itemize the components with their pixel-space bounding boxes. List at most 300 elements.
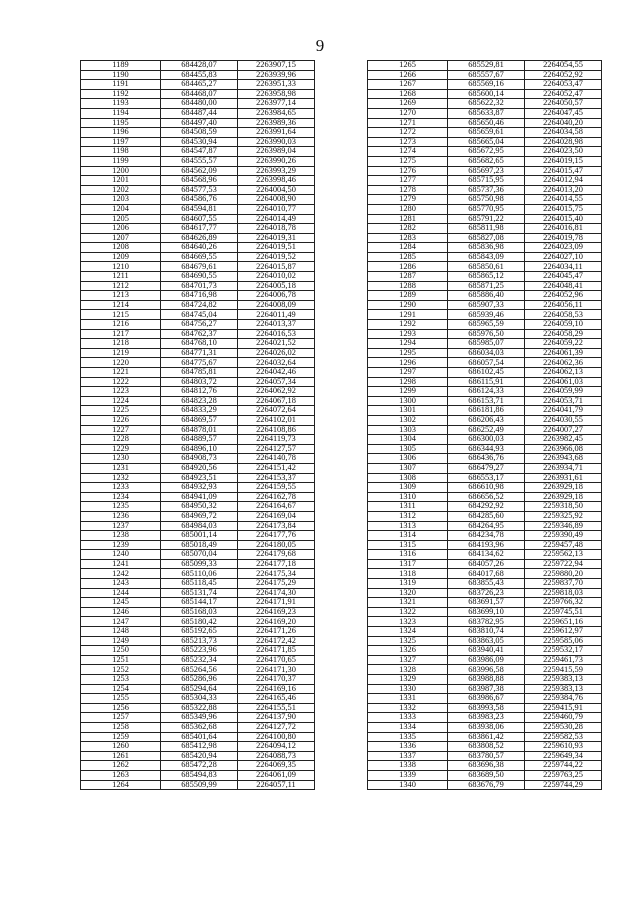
table-row (81, 569, 315, 579)
point-number-cell: 1308 (368, 473, 448, 483)
x-coordinate-cell: 685294,64 (161, 684, 238, 694)
x-coordinate-cell: 685976,50 (448, 329, 525, 339)
table-row (81, 377, 315, 387)
point-number-cell: 1228 (81, 435, 161, 445)
point-number-cell: 1222 (81, 377, 161, 387)
y-coordinate-cell: 2264169,04 (238, 511, 315, 521)
table-row (368, 262, 602, 272)
table-row (81, 684, 315, 694)
x-coordinate-cell: 685557,67 (448, 70, 525, 80)
x-coordinate-cell: 683993,58 (448, 703, 525, 713)
y-coordinate-cell: 2264174,30 (238, 588, 315, 598)
y-coordinate-cell: 2264094,12 (238, 742, 315, 752)
y-coordinate-cell: 2264007,27 (525, 425, 602, 435)
y-coordinate-cell: 2264010,02 (238, 272, 315, 282)
table-row (81, 463, 315, 473)
y-coordinate-cell: 2264177,18 (238, 559, 315, 569)
y-coordinate-cell: 2259763,25 (525, 770, 602, 780)
point-number-cell: 1243 (81, 579, 161, 589)
table-row (368, 665, 602, 675)
y-coordinate-cell: 2259325,92 (525, 511, 602, 521)
x-coordinate-cell: 685144,17 (161, 598, 238, 608)
table-row (368, 406, 602, 416)
table-row (81, 607, 315, 617)
point-number-cell: 1307 (368, 463, 448, 473)
x-coordinate-cell: 684679,61 (161, 262, 238, 272)
point-number-cell: 1244 (81, 588, 161, 598)
table-row (368, 483, 602, 493)
point-number-cell: 1205 (81, 214, 161, 224)
x-coordinate-cell: 684908,73 (161, 454, 238, 464)
point-number-cell: 1265 (368, 61, 448, 71)
y-coordinate-cell: 2264171,26 (238, 627, 315, 637)
point-number-cell: 1245 (81, 598, 161, 608)
table-row (81, 751, 315, 761)
y-coordinate-cell: 2263966,08 (525, 444, 602, 454)
point-number-cell: 1191 (81, 80, 161, 90)
point-number-cell: 1339 (368, 770, 448, 780)
y-coordinate-cell: 2264026,02 (238, 348, 315, 358)
y-coordinate-cell: 2264016,81 (525, 224, 602, 234)
point-number-cell: 1238 (81, 531, 161, 541)
table-row (81, 233, 315, 243)
y-coordinate-cell: 2264169,16 (238, 684, 315, 694)
y-coordinate-cell: 2264175,34 (238, 569, 315, 579)
y-coordinate-cell: 2264015,87 (238, 262, 315, 272)
point-number-cell: 1295 (368, 348, 448, 358)
table-row (368, 358, 602, 368)
point-number-cell: 1280 (368, 204, 448, 214)
y-coordinate-cell: 2264059,22 (525, 339, 602, 349)
y-coordinate-cell: 2259384,76 (525, 694, 602, 704)
point-number-cell: 1311 (368, 502, 448, 512)
x-coordinate-cell: 685907,33 (448, 300, 525, 310)
y-coordinate-cell: 2264169,23 (238, 607, 315, 617)
y-coordinate-cell: 2259562,13 (525, 550, 602, 560)
x-coordinate-cell: 684920,56 (161, 463, 238, 473)
y-coordinate-cell: 2264067,18 (238, 396, 315, 406)
y-coordinate-cell: 2264164,67 (238, 502, 315, 512)
point-number-cell: 1220 (81, 358, 161, 368)
x-coordinate-cell: 685715,95 (448, 176, 525, 186)
point-number-cell: 1214 (81, 300, 161, 310)
point-number-cell: 1239 (81, 540, 161, 550)
table-row (81, 348, 315, 358)
table-row (81, 627, 315, 637)
point-number-cell: 1218 (81, 339, 161, 349)
x-coordinate-cell: 685985,07 (448, 339, 525, 349)
x-coordinate-cell: 685412,98 (161, 742, 238, 752)
table-row (368, 166, 602, 176)
y-coordinate-cell: 2264088,73 (238, 751, 315, 761)
table-row (368, 713, 602, 723)
point-number-cell: 1306 (368, 454, 448, 464)
y-coordinate-cell: 2263943,68 (525, 454, 602, 464)
point-number-cell: 1303 (368, 425, 448, 435)
table-row (368, 579, 602, 589)
table-row (81, 550, 315, 560)
table-row (81, 147, 315, 157)
y-coordinate-cell: 2264012,94 (525, 176, 602, 186)
table-row (81, 425, 315, 435)
x-coordinate-cell: 684640,26 (161, 243, 238, 253)
y-coordinate-cell: 2264059,99 (525, 387, 602, 397)
x-coordinate-cell: 684950,32 (161, 502, 238, 512)
x-coordinate-cell: 686115,91 (448, 377, 525, 387)
y-coordinate-cell: 2264008,09 (238, 300, 315, 310)
x-coordinate-cell: 684803,72 (161, 377, 238, 387)
y-coordinate-cell: 2259346,89 (525, 521, 602, 531)
point-number-cell: 1275 (368, 156, 448, 166)
table-row (368, 281, 602, 291)
x-coordinate-cell: 683987,38 (448, 684, 525, 694)
table-row (368, 310, 602, 320)
point-number-cell: 1292 (368, 320, 448, 330)
y-coordinate-cell: 2264014,49 (238, 214, 315, 224)
x-coordinate-cell: 684745,04 (161, 310, 238, 320)
table-row (81, 675, 315, 685)
x-coordinate-cell: 683676,79 (448, 780, 525, 790)
y-coordinate-cell: 2264014,55 (525, 195, 602, 205)
point-number-cell: 1209 (81, 252, 161, 262)
x-coordinate-cell: 685529,81 (448, 61, 525, 71)
y-coordinate-cell: 2264010,77 (238, 204, 315, 214)
x-coordinate-cell: 684690,55 (161, 272, 238, 282)
y-coordinate-cell: 2264041,79 (525, 406, 602, 416)
point-number-cell: 1230 (81, 454, 161, 464)
x-coordinate-cell: 685697,23 (448, 166, 525, 176)
table-row (368, 454, 602, 464)
table-row (368, 61, 602, 71)
table-row (81, 176, 315, 186)
x-coordinate-cell: 686206,43 (448, 415, 525, 425)
y-coordinate-cell: 2263989,04 (238, 147, 315, 157)
y-coordinate-cell: 2264061,03 (525, 377, 602, 387)
table-row (368, 137, 602, 147)
point-number-cell: 1326 (368, 646, 448, 656)
y-coordinate-cell: 2264028,98 (525, 137, 602, 147)
table-row (81, 99, 315, 109)
y-coordinate-cell: 2259651,16 (525, 617, 602, 627)
point-number-cell: 1336 (368, 742, 448, 752)
point-number-cell: 1260 (81, 742, 161, 752)
x-coordinate-cell: 686344,93 (448, 444, 525, 454)
x-coordinate-cell: 685070,04 (161, 550, 238, 560)
x-coordinate-cell: 685494,83 (161, 770, 238, 780)
y-coordinate-cell: 2264171,30 (238, 665, 315, 675)
x-coordinate-cell: 684716,98 (161, 291, 238, 301)
x-coordinate-cell: 685811,98 (448, 224, 525, 234)
point-number-cell: 1325 (368, 636, 448, 646)
point-number-cell: 1297 (368, 368, 448, 378)
x-coordinate-cell: 685850,61 (448, 262, 525, 272)
table-row (81, 320, 315, 330)
x-coordinate-cell: 684292,92 (448, 502, 525, 512)
point-number-cell: 1249 (81, 636, 161, 646)
table-row (81, 339, 315, 349)
table-row (81, 310, 315, 320)
x-coordinate-cell: 685322,88 (161, 703, 238, 713)
table-row (81, 387, 315, 397)
point-number-cell: 1331 (368, 694, 448, 704)
y-coordinate-cell: 2259318,50 (525, 502, 602, 512)
table-row (81, 108, 315, 118)
x-coordinate-cell: 684923,51 (161, 473, 238, 483)
x-coordinate-cell: 683940,41 (448, 646, 525, 656)
point-number-cell: 1241 (81, 559, 161, 569)
y-coordinate-cell: 2264061,09 (238, 770, 315, 780)
y-coordinate-cell: 2264162,78 (238, 492, 315, 502)
y-coordinate-cell: 2263907,15 (238, 61, 315, 71)
y-coordinate-cell: 2264159,55 (238, 483, 315, 493)
x-coordinate-cell: 685018,49 (161, 540, 238, 550)
y-coordinate-cell: 2264032,64 (238, 358, 315, 368)
x-coordinate-cell: 684617,77 (161, 224, 238, 234)
table-row (368, 185, 602, 195)
x-coordinate-cell: 686124,33 (448, 387, 525, 397)
point-number-cell: 1193 (81, 99, 161, 109)
table-row (81, 511, 315, 521)
y-coordinate-cell: 2264019,51 (238, 243, 315, 253)
y-coordinate-cell: 2264171,91 (238, 598, 315, 608)
table-row (81, 579, 315, 589)
table-row (81, 521, 315, 531)
point-number-cell: 1333 (368, 713, 448, 723)
point-number-cell: 1335 (368, 732, 448, 742)
y-coordinate-cell: 2264018,78 (238, 224, 315, 234)
y-coordinate-cell: 2264056,11 (525, 300, 602, 310)
x-coordinate-cell: 685286,96 (161, 675, 238, 685)
table-row (368, 780, 602, 790)
x-coordinate-cell: 684724,82 (161, 300, 238, 310)
point-number-cell: 1237 (81, 521, 161, 531)
y-coordinate-cell: 2264175,29 (238, 579, 315, 589)
x-coordinate-cell: 684134,62 (448, 550, 525, 560)
table-row (81, 770, 315, 780)
y-coordinate-cell: 2264057,11 (238, 780, 315, 790)
x-coordinate-cell: 684193,96 (448, 540, 525, 550)
point-number-cell: 1321 (368, 598, 448, 608)
x-coordinate-cell: 684497,40 (161, 118, 238, 128)
point-number-cell: 1232 (81, 473, 161, 483)
y-coordinate-cell: 2259415,91 (525, 703, 602, 713)
x-coordinate-cell: 684577,53 (161, 185, 238, 195)
table-row (368, 252, 602, 262)
table-row (368, 156, 602, 166)
table-row (368, 147, 602, 157)
table-row (368, 742, 602, 752)
point-number-cell: 1261 (81, 751, 161, 761)
y-coordinate-cell: 2264171,85 (238, 646, 315, 656)
point-number-cell: 1330 (368, 684, 448, 694)
point-number-cell: 1240 (81, 550, 161, 560)
point-number-cell: 1198 (81, 147, 161, 157)
point-number-cell: 1313 (368, 521, 448, 531)
x-coordinate-cell: 685264,56 (161, 665, 238, 675)
y-coordinate-cell: 2264015,75 (525, 204, 602, 214)
x-coordinate-cell: 683996,58 (448, 665, 525, 675)
y-coordinate-cell: 2264015,47 (525, 166, 602, 176)
y-coordinate-cell: 2264016,53 (238, 329, 315, 339)
x-coordinate-cell: 685110,06 (161, 569, 238, 579)
y-coordinate-cell: 2263934,71 (525, 463, 602, 473)
y-coordinate-cell: 2264151,42 (238, 463, 315, 473)
y-coordinate-cell: 2264100,80 (238, 732, 315, 742)
point-number-cell: 1318 (368, 569, 448, 579)
y-coordinate-cell: 2264057,34 (238, 377, 315, 387)
point-number-cell: 1256 (81, 703, 161, 713)
y-coordinate-cell: 2259457,48 (525, 540, 602, 550)
table-row (368, 751, 602, 761)
point-number-cell: 1322 (368, 607, 448, 617)
x-coordinate-cell: 685001,14 (161, 531, 238, 541)
point-number-cell: 1316 (368, 550, 448, 560)
x-coordinate-cell: 686102,45 (448, 368, 525, 378)
table-row (81, 300, 315, 310)
x-coordinate-cell: 685865,12 (448, 272, 525, 282)
x-coordinate-cell: 684468,07 (161, 89, 238, 99)
point-number-cell: 1273 (368, 137, 448, 147)
y-coordinate-cell: 2264119,73 (238, 435, 315, 445)
x-coordinate-cell: 685871,25 (448, 281, 525, 291)
y-coordinate-cell: 2259744,29 (525, 780, 602, 790)
table-row (81, 761, 315, 771)
y-coordinate-cell: 2264019,52 (238, 252, 315, 262)
y-coordinate-cell: 2264015,40 (525, 214, 602, 224)
x-coordinate-cell: 685131,74 (161, 588, 238, 598)
table-row (368, 675, 602, 685)
point-number-cell: 1235 (81, 502, 161, 512)
y-coordinate-cell: 2259383,13 (525, 684, 602, 694)
x-coordinate-cell: 686153,71 (448, 396, 525, 406)
x-coordinate-cell: 684547,87 (161, 147, 238, 157)
y-coordinate-cell: 2259530,28 (525, 722, 602, 732)
x-coordinate-cell: 685192,65 (161, 627, 238, 637)
y-coordinate-cell: 2264048,41 (525, 281, 602, 291)
x-coordinate-cell: 684607,55 (161, 214, 238, 224)
point-number-cell: 1255 (81, 694, 161, 704)
table-row (81, 617, 315, 627)
y-coordinate-cell: 2259532,17 (525, 646, 602, 656)
x-coordinate-cell: 685232,34 (161, 655, 238, 665)
x-coordinate-cell: 686553,17 (448, 473, 525, 483)
y-coordinate-cell: 2264170,65 (238, 655, 315, 665)
y-coordinate-cell: 2264062,36 (525, 358, 602, 368)
point-number-cell: 1274 (368, 147, 448, 157)
table-row (81, 415, 315, 425)
table-row (368, 569, 602, 579)
table-row (368, 291, 602, 301)
y-coordinate-cell: 2264047,45 (525, 108, 602, 118)
table-row (368, 646, 602, 656)
x-coordinate-cell: 684234,78 (448, 531, 525, 541)
point-number-cell: 1227 (81, 425, 161, 435)
table-row (368, 204, 602, 214)
x-coordinate-cell: 684889,57 (161, 435, 238, 445)
coordinates-table-body (368, 61, 602, 790)
table-row (81, 636, 315, 646)
x-coordinate-cell: 684941,09 (161, 492, 238, 502)
point-number-cell: 1293 (368, 329, 448, 339)
point-number-cell: 1189 (81, 61, 161, 71)
x-coordinate-cell: 684562,09 (161, 166, 238, 176)
table-row (368, 617, 602, 627)
point-number-cell: 1194 (81, 108, 161, 118)
y-coordinate-cell: 2259766,32 (525, 598, 602, 608)
table-row (368, 70, 602, 80)
x-coordinate-cell: 684701,73 (161, 281, 238, 291)
table-row (368, 655, 602, 665)
table-row (368, 502, 602, 512)
point-number-cell: 1329 (368, 675, 448, 685)
y-coordinate-cell: 2259610,93 (525, 742, 602, 752)
table-row (368, 224, 602, 234)
x-coordinate-cell: 683810,74 (448, 627, 525, 637)
x-coordinate-cell: 684812,76 (161, 387, 238, 397)
y-coordinate-cell: 2264179,68 (238, 550, 315, 560)
table-row (81, 118, 315, 128)
table-row (81, 166, 315, 176)
point-number-cell: 1269 (368, 99, 448, 109)
table-row (368, 214, 602, 224)
x-coordinate-cell: 684530,94 (161, 137, 238, 147)
x-coordinate-cell: 685672,95 (448, 147, 525, 157)
table-row (368, 195, 602, 205)
y-coordinate-cell: 2263984,65 (238, 108, 315, 118)
table-row (81, 694, 315, 704)
point-number-cell: 1196 (81, 128, 161, 138)
point-number-cell: 1300 (368, 396, 448, 406)
y-coordinate-cell: 2264006,78 (238, 291, 315, 301)
x-coordinate-cell: 683986,09 (448, 655, 525, 665)
point-number-cell: 1277 (368, 176, 448, 186)
point-number-cell: 1192 (81, 89, 161, 99)
table-row (81, 742, 315, 752)
y-coordinate-cell: 2264062,13 (525, 368, 602, 378)
x-coordinate-cell: 684771,31 (161, 348, 238, 358)
point-number-cell: 1251 (81, 655, 161, 665)
table-row (368, 492, 602, 502)
x-coordinate-cell: 684869,57 (161, 415, 238, 425)
table-row (81, 137, 315, 147)
table-row (81, 646, 315, 656)
x-coordinate-cell: 684969,72 (161, 511, 238, 521)
point-number-cell: 1305 (368, 444, 448, 454)
y-coordinate-cell: 2264059,10 (525, 320, 602, 330)
x-coordinate-cell: 685118,45 (161, 579, 238, 589)
x-coordinate-cell: 683696,38 (448, 761, 525, 771)
table-row (81, 473, 315, 483)
table-row (81, 559, 315, 569)
y-coordinate-cell: 2264058,53 (525, 310, 602, 320)
x-coordinate-cell: 684586,76 (161, 195, 238, 205)
point-number-cell: 1323 (368, 617, 448, 627)
point-number-cell: 1211 (81, 272, 161, 282)
point-number-cell: 1264 (81, 780, 161, 790)
point-number-cell: 1298 (368, 377, 448, 387)
y-coordinate-cell: 2264137,90 (238, 713, 315, 723)
table-row (368, 550, 602, 560)
point-number-cell: 1319 (368, 579, 448, 589)
x-coordinate-cell: 685791,22 (448, 214, 525, 224)
point-number-cell: 1281 (368, 214, 448, 224)
table-row (81, 61, 315, 71)
point-number-cell: 1315 (368, 540, 448, 550)
x-coordinate-cell: 685770,95 (448, 204, 525, 214)
table-row (81, 70, 315, 80)
y-coordinate-cell: 2264040,20 (525, 118, 602, 128)
point-number-cell: 1340 (368, 780, 448, 790)
